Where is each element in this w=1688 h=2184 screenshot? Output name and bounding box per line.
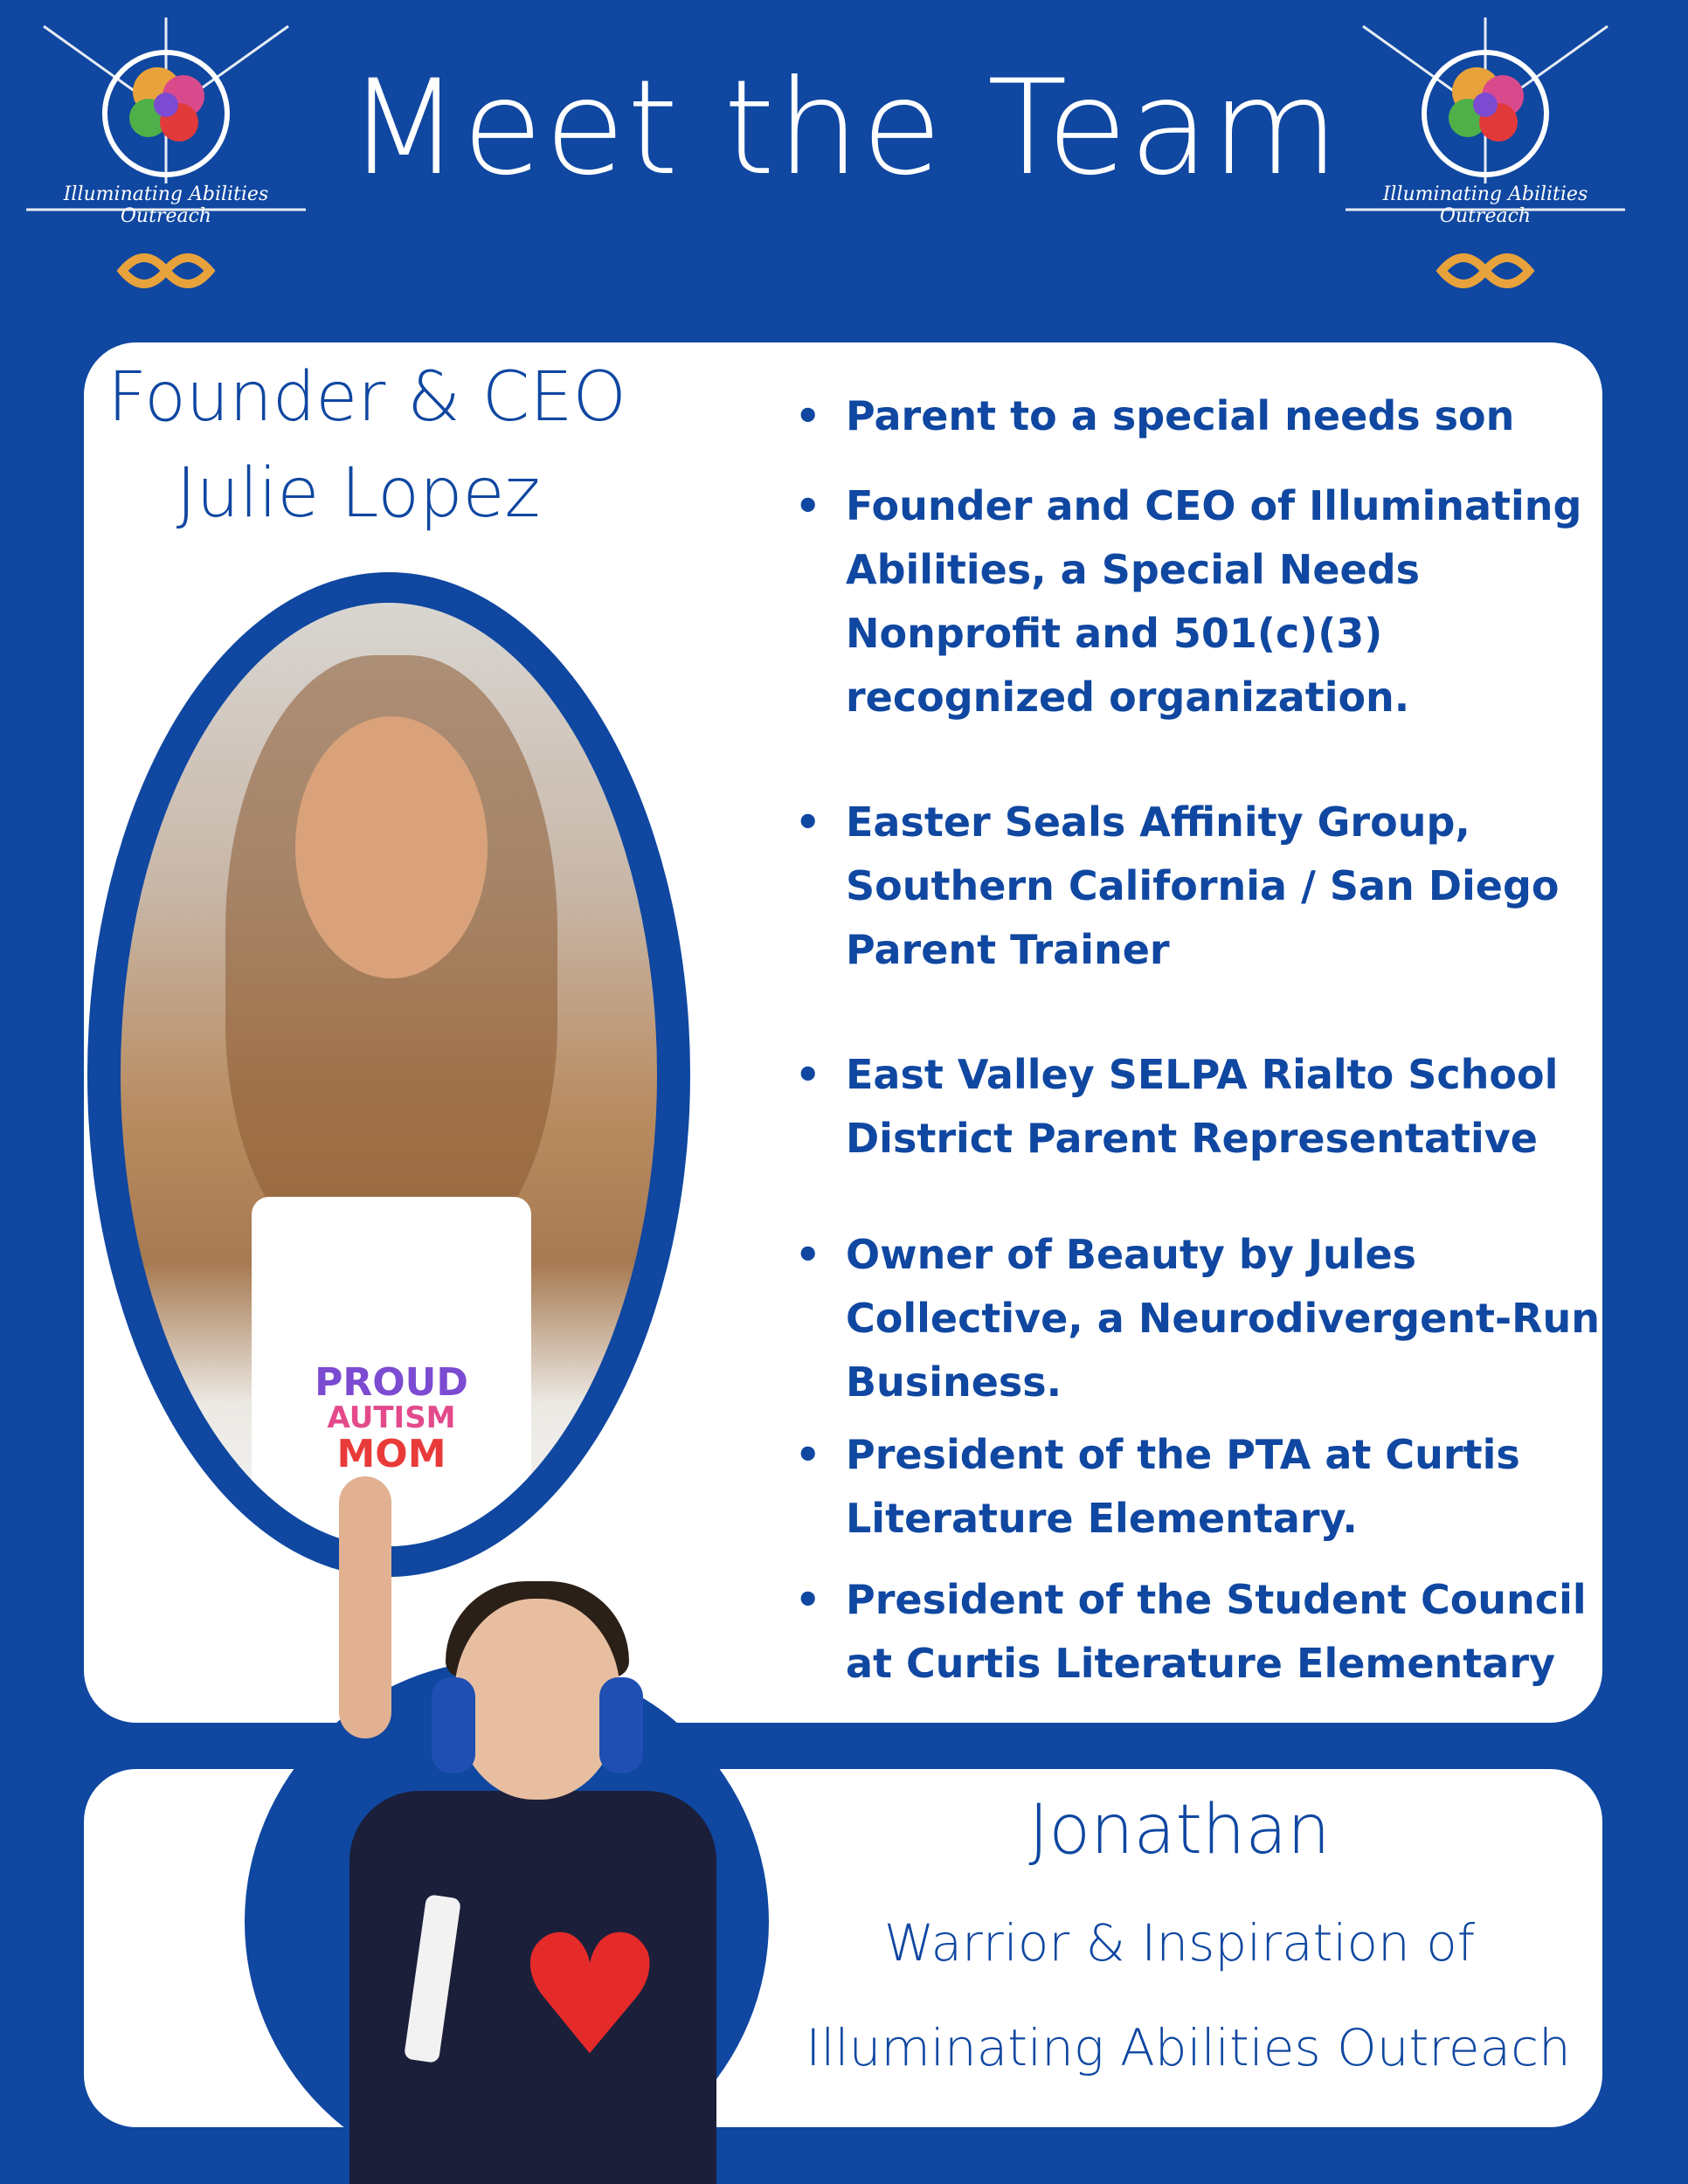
- bullet-item: • President of the Student Council at Curtis Literature Elementary: [795, 1568, 1608, 1696]
- page-title: Meet the Team: [347, 52, 1341, 204]
- earmuff-icon: [432, 1677, 475, 1773]
- founder-bullet-list: [795, 384, 1608, 1696]
- child-name: Jonathan: [1028, 1791, 1331, 1870]
- logo-left-text: Illuminating Abilities Outreach: [63, 183, 269, 227]
- bullet-item: • President of the PTA at Curtis Literature Elementary.: [795, 1423, 1608, 1551]
- bullet-item: • Easter Seals Affinity Group, Southern California / San Diego Parent Trainer: [795, 791, 1608, 982]
- shirt-line-3: MOM: [336, 1431, 446, 1476]
- shirt-line-1: PROUD: [315, 1360, 468, 1405]
- child-face: [454, 1599, 620, 1800]
- child-photo: [323, 1476, 725, 2184]
- child-arm: [339, 1476, 391, 1738]
- founder-name: Julie Lopez: [176, 454, 541, 533]
- heart-icon: ♥: [515, 1899, 665, 2092]
- earmuff-icon: [599, 1677, 643, 1773]
- shirt-line-2: AUTISM: [327, 1400, 456, 1436]
- bullet-item: • Parent to a special needs son: [795, 384, 1608, 448]
- bullet-item: • Founder and CEO of Illuminating Abilities, a Special Needs Nonprofit and 501(c)(3) recognized organization.: [795, 474, 1608, 729]
- founder-role: Founder & CEO: [107, 358, 626, 437]
- child-role-line-1: Warrior & Inspiration of: [883, 1913, 1476, 1973]
- child-role-line-2: Illuminating Abilities Outreach: [806, 2018, 1571, 2077]
- founder-photo: [121, 603, 657, 1546]
- bullet-item: • East Valley SELPA Rialto School District Parent Representative: [795, 1043, 1608, 1171]
- logo-right-text: Illuminating Abilities Outreach: [1382, 183, 1588, 227]
- photo-face: [295, 716, 488, 978]
- shirt-print: [278, 1360, 505, 1476]
- bullet-item: • Owner of Beauty by Jules Collective, a Neurodivergent-Run Business.: [795, 1223, 1608, 1414]
